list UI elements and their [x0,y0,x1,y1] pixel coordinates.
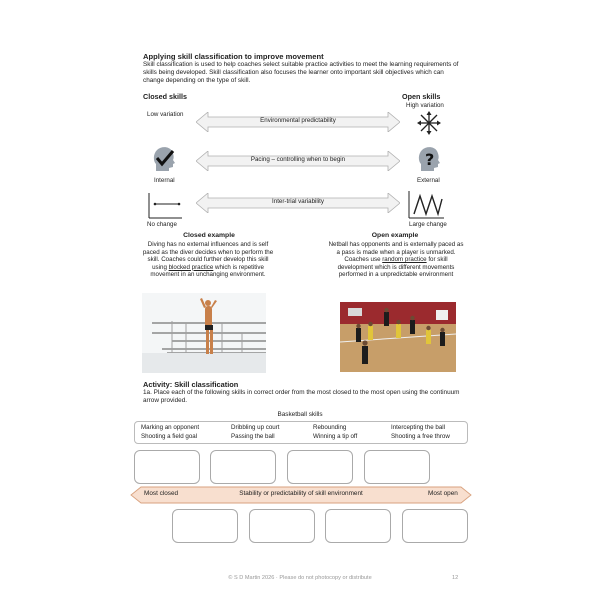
most-closed-label: Most closed [144,490,179,497]
svg-text:?: ? [425,150,435,169]
head-tick-icon [152,146,176,172]
internal-label: Internal [154,177,175,184]
open-example-title: Open example [371,232,419,239]
closed-example-title: Closed example [183,232,235,239]
flat-line-graph-icon [148,193,182,219]
answer-box-5[interactable] [287,450,353,484]
skills-list-box [134,421,468,444]
random-practice-term: random practice [382,256,427,264]
answer-box-3[interactable] [210,450,276,484]
no-change-label: No change [147,221,177,228]
multi-direction-arrows-icon [416,110,442,136]
arrow-label: Environmental predictability [260,117,336,124]
answer-box-1[interactable] [134,450,200,484]
skill-item[interactable]: Rebounding [313,424,347,431]
answer-box-2[interactable] [172,509,238,543]
intro-paragraph: Skill classification is used to help coaches select suitable practice activities to meet the learning requirements of skills being developed. Skill classification also focuses the learner onto important skill objectives which can change depending on the type of skill. [143,61,459,85]
diving-photo [142,293,266,373]
page-heading: Applying skill classification to improve movement [143,52,324,61]
large-change-label: Large change [409,221,447,228]
arrow-label: Inter-trial variability [272,198,324,205]
open-example-text: Netball has opponents and is externally paced as a pass is made when a player is unmarked. Coaches use random practice for skill development which is different movements performed in a unpredictable environment [328,241,464,279]
environmental-predictability-arrow [196,112,400,132]
skill-item[interactable]: Marking an opponent [141,424,200,431]
skill-item[interactable]: Shooting a free throw [391,433,450,440]
continuum-label: Stability or predictability of skill environment [239,490,363,497]
external-label: External [417,177,440,184]
open-skills-heading: Open skills [402,92,441,101]
skill-item[interactable]: Passing the ball [231,433,275,440]
skill-item[interactable]: Intercepting the ball [391,424,446,431]
high-variation-label: High variation [406,102,444,109]
continuum-arrow [130,486,472,504]
most-open-label: Most open [428,490,458,497]
zigzag-graph-icon [408,191,444,219]
pacing-arrow [196,151,400,171]
basketball-skills-title: Basketball skills [277,411,323,418]
page-number: 12 [452,575,459,581]
skill-item[interactable]: Winning a tip off [313,433,358,440]
activity-heading: Activity: Skill classification [143,380,239,389]
activity-instructions: 1a. Place each of the following skills in correct order from the most closed to the most open using the continuum arrow provided. [143,389,460,404]
inter-trial-variability-arrow [196,193,400,213]
answer-box-7[interactable] [364,450,430,484]
head-question-icon [417,146,441,172]
answer-box-8[interactable] [402,509,468,543]
arrow-label: Pacing – controlling when to begin [250,156,346,163]
closed-skills-heading: Closed skills [143,92,187,101]
answer-box-4[interactable] [249,509,315,543]
low-variation-label: Low variation [147,111,184,118]
closed-example-text: Diving has no external influences and is self paced as the diver decides when to perform the skill. Coaches could further develop this skill using blocked practice which is repetitive movement in an unchanging environment. [142,241,274,279]
skill-item[interactable]: Shooting a field goal [141,433,198,440]
footer-copyright: © S D Martin 2026 · Please do not photocopy or distribute [228,575,372,581]
skill-item[interactable]: Dribbling up court [231,424,280,431]
netball-photo [340,302,456,372]
blocked-practice-term: blocked practice [168,263,214,271]
answer-box-6[interactable] [325,509,391,543]
